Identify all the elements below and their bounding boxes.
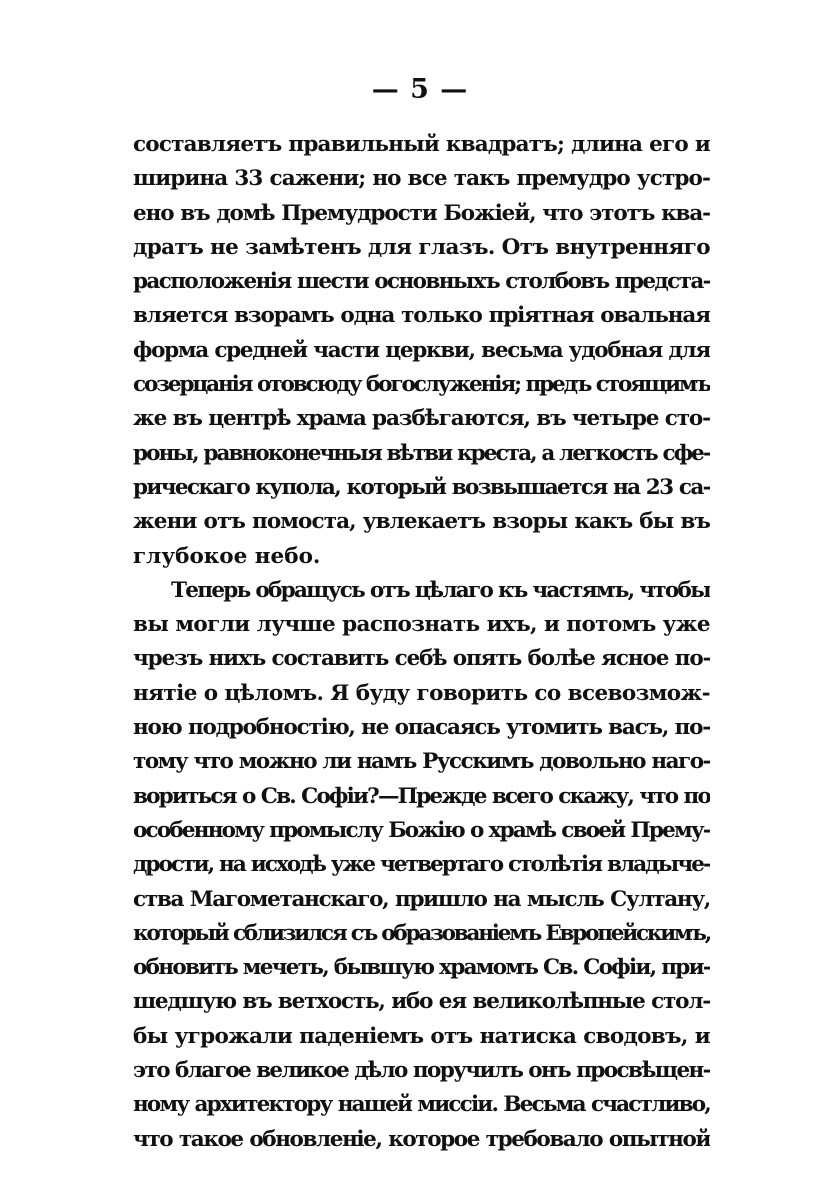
text-line: созерцанiя отовсюду богослуженiя; предъ стоящимъ xyxy=(133,372,710,398)
text-line: роны, равноконечныя вѣтви креста, а легкость сфе- xyxy=(133,440,710,466)
text-line: Теперь обращусь отъ цѣлаго къ частямъ, чтобы xyxy=(171,577,710,603)
text-line: составляетъ правильный квадратъ; длина его и xyxy=(133,132,710,157)
text-line: жени отъ помоста, увлекаетъ взоры какъ бы въ xyxy=(133,509,710,535)
text-line: глубокое небо. xyxy=(133,543,321,569)
text-line: дратъ не замѣтенъ для глазъ. Отъ внутренняго xyxy=(133,234,710,260)
text-line: рическаго купола, который возвышается на 23 са- xyxy=(133,474,710,500)
text-line: бы угрожали паденiемъ отъ натиска сводовъ, и xyxy=(133,1023,710,1049)
text-line: форма средней части церкви, весьма удобная для xyxy=(133,337,710,363)
text-line: это благое великое дѣло поручилъ онъ просвѣщен- xyxy=(133,1058,710,1084)
body-text xyxy=(133,128,710,1157)
text-line: ному архитектору нашей миссiи. Весьма счастливо, xyxy=(133,1092,710,1118)
text-line: который сблизился съ образованiемъ Европейскимъ, xyxy=(133,920,710,946)
text-line: расположенiя шести основныхъ столбовъ предста- xyxy=(133,269,710,295)
text-line: шедшую въ ветхость, ибо ея великолѣпные стол- xyxy=(133,989,710,1015)
text-line: ено въ домѣ Премудрости Божiей, что этотъ ква- xyxy=(133,200,710,226)
text-line: ства Магометанскаго, пришло на мысль Султану, xyxy=(133,886,710,912)
text-line: нятiе о цѣломъ. Я буду говорить со всевозмож- xyxy=(133,680,710,706)
text-line: вы могли лучше распознать ихъ, и потомъ уже xyxy=(133,612,710,638)
text-line: ною подробностiю, не опасаясь утомить васъ, по- xyxy=(133,715,710,741)
text-line: же въ центрѣ храма разбѣгаются, въ четыре сто- xyxy=(133,406,710,432)
page-number: — 5 — xyxy=(371,74,469,105)
text-line: особенному промыслу Божiю о храмѣ своей Прему- xyxy=(133,817,710,843)
text-line: ширина 33 сажени; но все такъ премудро устро- xyxy=(133,166,710,192)
text-line: дрости, на исходѣ уже четвертаго столѣтiя владыче- xyxy=(133,852,710,878)
text-line: обновить мечеть, бывшую храмомъ Св. Софiи, при- xyxy=(133,955,710,981)
text-line: тому что можно ли намъ Русскимъ довольно наго- xyxy=(133,749,710,775)
text-line: чрезъ нихъ составить себѣ опять болѣе ясное по- xyxy=(133,646,710,672)
text-line: вориться о Св. Софiи?—Прежде всего скажу, что по xyxy=(133,783,710,809)
text-line: вляется взорамъ одна только прiятная овальная xyxy=(133,303,710,329)
text-line: что такое обновленiе, которое требовало опытной xyxy=(133,1126,710,1152)
